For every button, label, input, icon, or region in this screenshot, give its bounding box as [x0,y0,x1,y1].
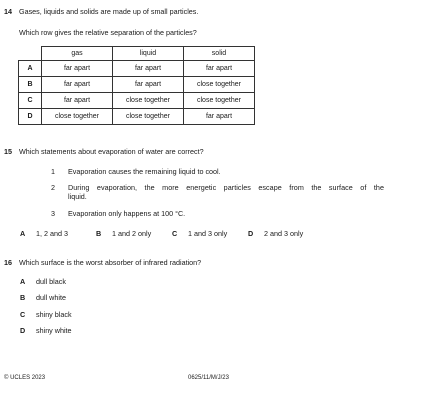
q15-statement: Evaporation causes the remaining liquid to cool. [68,167,221,176]
q15-statement-number: 3 [51,209,55,218]
q16-number: 16 [4,258,12,267]
cell: far apart [184,109,255,125]
q15-option-letter: A [20,229,26,238]
cell: close together [184,93,255,109]
table-row [19,109,255,125]
q15-option: 1 and 3 only [188,229,228,238]
cell: close together [113,109,184,125]
q15-statement-number: 1 [51,167,55,176]
table-row [19,93,255,109]
header-gas: gas [42,47,113,61]
row-letter: C [19,93,42,109]
q16-option-letter: B [20,293,26,302]
q14-prompt: Which row gives the relative separation of the particles? [19,28,197,37]
q15-statement-number: 2 [51,183,55,192]
cell: close together [184,77,255,93]
table-header-row [19,47,255,61]
footer-paper-code: 0625/11/M/J/23 [188,375,229,381]
q14-number: 14 [4,7,12,16]
cell: far apart [42,77,113,93]
row-letter: A [19,61,42,77]
cell: far apart [113,61,184,77]
q15-option: 2 and 3 only [264,229,304,238]
q16-option-letter: C [20,310,26,319]
cell: far apart [113,77,184,93]
q15-statement: Evaporation only happens at 100 °C. [68,209,186,218]
q16-option: shiny black [36,310,72,319]
q15-option: 1 and 2 only [112,229,152,238]
header-solid: solid [184,47,255,61]
cell: close together [42,109,113,125]
q15-option-letter: B [96,229,102,238]
q15-option: 1, 2 and 3 [36,229,68,238]
q16-option: dull white [36,293,66,302]
q14-text: Gases, liquids and solids are made up of small particles. [19,7,199,16]
header-liquid: liquid [113,47,184,61]
table-row [19,61,255,77]
table-row [19,77,255,93]
cell: far apart [42,93,113,109]
q14-options-table [18,46,255,125]
q15-option-letter: C [172,229,178,238]
row-letter: B [19,77,42,93]
q16-text: Which surface is the worst absorber of infrared radiation? [19,258,202,267]
cell: far apart [184,61,255,77]
q16-option: dull black [36,277,66,286]
cell: far apart [42,61,113,77]
q15-option-letter: D [248,229,254,238]
q15-statement-continued: liquid. [68,192,87,201]
q15-number: 15 [4,147,12,156]
q15-statement: During evaporation, the more energetic particles escape from the surface of the [68,183,384,192]
q16-option-letter: D [20,326,26,335]
footer-copyright: © UCLES 2023 [4,375,46,381]
row-letter: D [19,109,42,125]
q16-option-letter: A [20,277,26,286]
cell: close together [113,93,184,109]
table-corner [19,47,42,61]
q15-text: Which statements about evaporation of water are correct? [19,147,204,156]
q16-option: shiny white [36,326,72,335]
